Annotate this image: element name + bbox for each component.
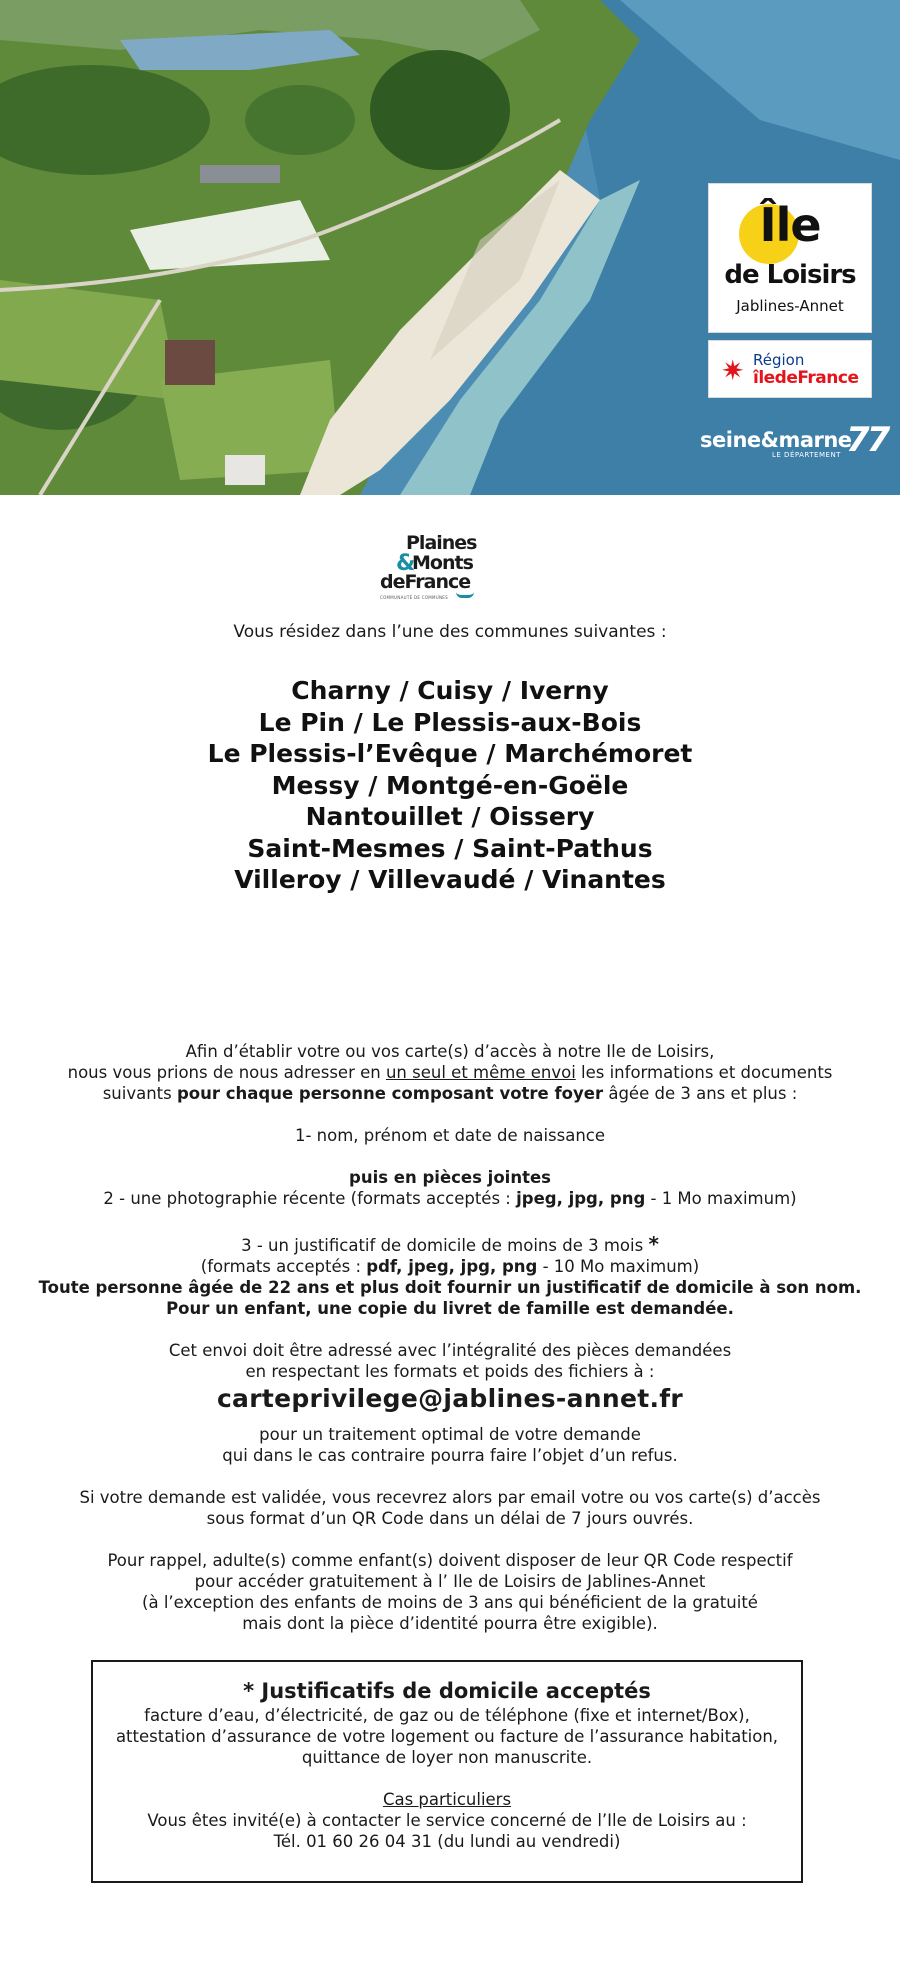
accepted-documents-box — [91, 1660, 803, 1883]
bold-text: Toute personne âgée de 22 ans et plus doit fournir un justificatif de domicile à son nom. — [38, 1278, 862, 1297]
special-cases-title: Cas particuliers — [382, 1790, 512, 1809]
attachments-title — [0, 1167, 900, 1188]
bold-text: pour chaque personne composant votre foyer — [177, 1084, 604, 1103]
bold-text: puis en pièces jointes — [349, 1168, 551, 1187]
commune-line: Nantouillet / Oissery — [305, 802, 595, 831]
region-label: Région — [753, 351, 805, 369]
box-line2: attestation d’assurance de votre logement ou facture de l’assurance habitation, — [115, 1727, 779, 1746]
box-line4: Vous êtes invité(e) à contacter le service concerné de l’Ile de Loisirs au : — [147, 1811, 747, 1830]
pmf-ampersand: & — [396, 551, 416, 576]
commune-line: Villeroy / Villevaudé / Vinantes — [234, 865, 666, 894]
region-idf-logo — [708, 340, 872, 398]
bold-text: pdf, jpeg, jpg, png — [366, 1257, 538, 1276]
swoosh-icon — [456, 592, 474, 598]
text-span: (formats acceptés : — [200, 1257, 367, 1276]
item-3-formats — [0, 1256, 900, 1277]
para1-line2 — [0, 1062, 900, 1083]
validation-line2: sous format d’un QR Code dans un délai de 7 jours ouvrés. — [206, 1509, 694, 1528]
plaines-monts-de-france-logo — [372, 530, 484, 606]
box-title: * Justificatifs de domicile acceptés — [243, 1679, 651, 1703]
pmf-line3: deFrance — [380, 571, 471, 593]
text-span: nous vous prions de nous adresser en — [67, 1063, 386, 1082]
underlined-text: un seul et même envoi — [385, 1063, 576, 1082]
commune-line: Le Plessis-l’Evêque / Marchémoret — [207, 739, 693, 768]
item-2 — [0, 1188, 900, 1209]
logo-ile-title: Île — [759, 198, 821, 252]
reminder-line4: mais dont la pièce d’identité pourra être exigible). — [242, 1614, 658, 1633]
box-line1: facture d’eau, d’électricité, de gaz ou de téléphone (fixe et internet/Box), — [144, 1706, 750, 1725]
item-3 — [0, 1234, 900, 1256]
reminder-line2: pour accéder gratuitement à l’ Ile de Loisirs de Jablines-Annet — [194, 1572, 706, 1591]
sm-number: 77 — [846, 420, 888, 460]
text-span: - 1 Mo maximum) — [645, 1189, 797, 1208]
para1-line3 — [0, 1083, 900, 1104]
reminder-line1: Pour rappel, adulte(s) comme enfant(s) doivent disposer de leur QR Code respectif — [107, 1551, 793, 1570]
hero-aerial-photo — [0, 0, 900, 495]
send-line2: en respectant les formats et poids des fichiers à : — [245, 1362, 655, 1381]
box-line3: quittance de loyer non manuscrite. — [301, 1748, 593, 1767]
text-span: 2 - une photographie récente (formats acceptés : — [103, 1189, 517, 1208]
text-span: âgée de 3 ans et plus : — [603, 1084, 798, 1103]
commune-line: Messy / Montgé-en-Goële — [271, 770, 629, 800]
pmf-line1: Plaines — [406, 532, 477, 554]
text-span: les informations et documents — [575, 1063, 833, 1082]
region-name: îledeFrance — [753, 368, 859, 388]
para1-line1: Afin d’établir votre ou vos carte(s) d’accès à notre Ile de Loisirs, — [185, 1042, 715, 1061]
pmf-line4: COMMUNAUTÉ DE COMMUNES — [380, 595, 448, 600]
intro-text: Vous résidez dans l’une des communes suivantes : — [233, 622, 667, 642]
phone-number[interactable]: Tél. 01 60 26 04 31 (du lundi au vendredi) — [273, 1832, 621, 1851]
pmf-line2: Monts — [412, 552, 473, 574]
text-span: - 10 Mo maximum) — [537, 1257, 700, 1276]
send-line1: Cet envoi doit être adressé avec l’intégralité des pièces demandées — [168, 1341, 732, 1360]
sm-subtitle: LE DÉPARTEMENT — [772, 451, 841, 459]
seine-et-marne-logo — [698, 420, 888, 464]
bold-text: Pour un enfant, une copie du livret de famille est demandée. — [166, 1299, 734, 1318]
red-star-icon: ✷ — [721, 354, 745, 387]
bold-text: jpeg, jpg, png — [516, 1189, 646, 1208]
text-span: suivants — [102, 1084, 177, 1103]
sm-brand: seine&marne — [700, 428, 852, 452]
logo-ile-place: Jablines-Annet — [736, 297, 844, 315]
email-link[interactable]: carteprivilege@jablines-annet.fr — [216, 1384, 684, 1413]
ile-de-loisirs-logo — [708, 183, 872, 333]
reminder-line3: (à l’exception des enfants de moins de 3 ans qui bénéficient de la gratuité — [142, 1593, 758, 1612]
item-3-rule-child — [0, 1298, 900, 1319]
text-span: 3 - un justificatif de domicile de moins de 3 mois — [241, 1236, 649, 1255]
asterisk: * — [648, 1232, 659, 1256]
commune-line: Charny / Cuisy / Iverny — [291, 676, 609, 705]
logo-ile-subtitle: de Loisirs — [724, 260, 856, 290]
commune-line: Le Pin / Le Plessis-aux-Bois — [258, 707, 642, 737]
item-3-rule-adult — [0, 1277, 900, 1298]
optimal-line2: qui dans le cas contraire pourra faire l’objet d’un refus. — [222, 1446, 678, 1465]
optimal-line1: pour un traitement optimal de votre demande — [259, 1425, 641, 1444]
instructions — [0, 1041, 900, 1634]
item-1: 1- nom, prénom et date de naissance — [294, 1126, 606, 1145]
communes-list — [0, 675, 900, 896]
validation-line1: Si votre demande est validée, vous recevrez alors par email votre ou vos carte(s) d’accès — [79, 1488, 821, 1507]
commune-line: Saint-Mesmes / Saint-Pathus — [247, 833, 653, 863]
